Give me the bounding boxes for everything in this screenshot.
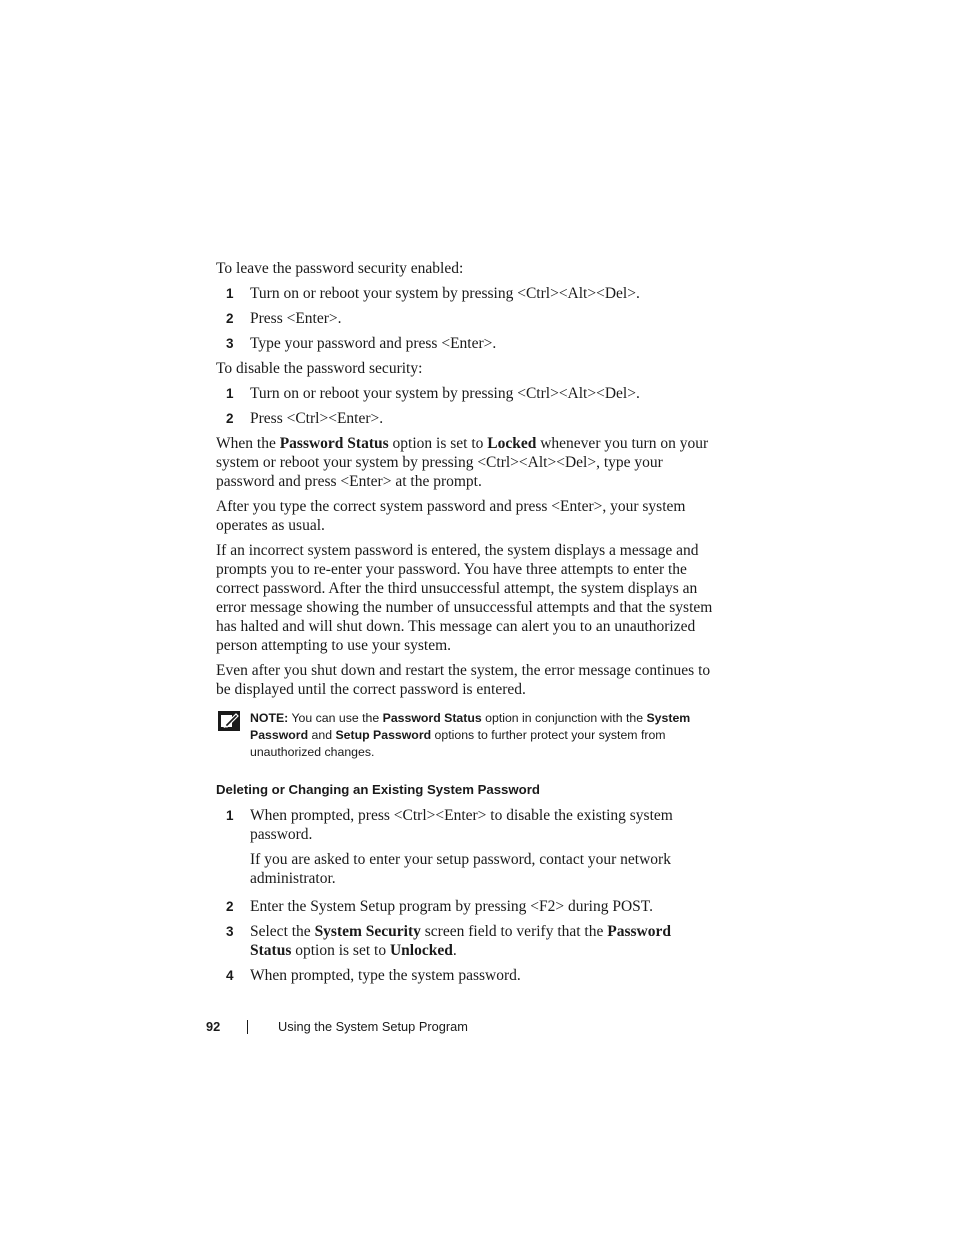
footer-divider: [247, 1020, 248, 1034]
step-text: Turn on or reboot your system by pressing <Ctrl><Alt><Del>.: [250, 285, 640, 302]
step-number: 3: [226, 924, 234, 939]
paragraph-correct-password: After you type the correct system password and press <Enter>, your system operates as usual.: [216, 498, 686, 534]
list-item: [216, 922, 716, 960]
page-content: [216, 259, 716, 985]
chapter-title: Using the System Setup Program: [278, 1019, 468, 1034]
page-number: 92: [206, 1019, 221, 1034]
paragraph-locked: When the Password Status option is set to Locked whenever you turn on your system or reboot your system by pressing <Ctrl><Alt><Del>, type your password and press <Enter> at the prompt.: [216, 435, 709, 490]
list-item: [216, 897, 716, 916]
paragraph-incorrect-password: If an incorrect system password is entered, the system displays a message and prompts you to re-enter your password. You have three attempts to enter the correct password. After the third unsuccessful attempt, the system displays an error message showing the number of unsuccessful attempts and that the system has halted and will shut down. This message can alert you to an unauthorized person attempting to use your system.: [216, 542, 713, 654]
pencil-note-icon: [218, 711, 240, 731]
step-text: Type your password and press <Enter>.: [250, 335, 497, 352]
step-text: Press <Enter>.: [250, 310, 342, 327]
list-item-subtext: [216, 850, 716, 888]
step-number: 1: [226, 286, 234, 301]
step-number: 1: [226, 808, 234, 823]
list-item: [216, 806, 716, 844]
list-item: [216, 334, 716, 353]
list-item: [216, 384, 716, 403]
list-item: [216, 309, 716, 328]
step-number: 3: [226, 336, 234, 351]
step-text: Turn on or reboot your system by pressing <Ctrl><Alt><Del>.: [250, 385, 640, 402]
list-item: [216, 966, 716, 985]
step-number: 2: [226, 411, 234, 426]
list-item: [216, 409, 716, 428]
intro-disable: To disable the password security:: [216, 360, 423, 377]
step-subtext: If you are asked to enter your setup password, contact your network administrator.: [250, 851, 671, 887]
step-text: When prompted, type the system password.: [250, 967, 521, 984]
list-item: [216, 284, 716, 303]
intro-enabled: To leave the password security enabled:: [216, 260, 464, 277]
note-text: NOTE: You can use the Password Status option in conjunction with the System Password and Setup Password options to further protect your system from unauthorized changes.: [250, 711, 691, 759]
step-number: 1: [226, 386, 234, 401]
note-box: [216, 710, 716, 761]
step-number: 2: [226, 899, 234, 914]
step-number: 4: [226, 968, 234, 983]
section-heading: Deleting or Changing an Existing System Password: [216, 782, 540, 797]
paragraph-restart: Even after you shut down and restart the system, the error message continues to be displayed until the correct password is entered.: [216, 662, 711, 698]
step-text: Enter the System Setup program by pressing <F2> during POST.: [250, 898, 653, 915]
step-text: Press <Ctrl><Enter>.: [250, 410, 384, 427]
step-number: 2: [226, 311, 234, 326]
step-text: When prompted, press <Ctrl><Enter> to disable the existing system password.: [250, 807, 673, 843]
step-text: Select the System Security screen field to verify that the Password Status option is set to Unlocked.: [250, 923, 671, 959]
